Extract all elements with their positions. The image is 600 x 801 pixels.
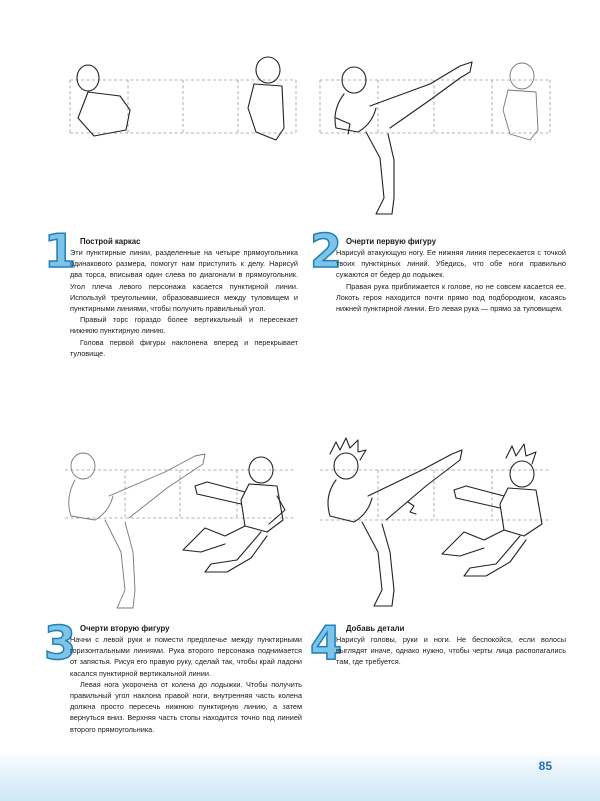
step3-title: Очерти вторую фигуру [80, 624, 170, 633]
step2-paragraph-2: Правая рука приближается к голове, но не совсем касается ее. Локоть героя находится почти прямо под подбородком, касаясь нижней пунктирной линии. Его левая рука — прямо за туловищем. [336, 281, 566, 314]
step1-illustration [58, 48, 304, 148]
step2-text [336, 236, 566, 314]
step4-number: 4 [310, 616, 343, 670]
step4-text [336, 623, 566, 668]
page-footer-band [0, 752, 600, 801]
step3-number: 3 [44, 616, 77, 670]
step2-number: 2 [310, 224, 343, 278]
step2-illustration [310, 48, 560, 223]
step1-text [70, 236, 298, 359]
step1-title: Построй каркас [80, 237, 141, 246]
step4-paragraph-1: Нарисуй головы, руки и ноги. Не беспокойся, если волосы выглядят иначе, однако нужно, чтобы черты лица располагались там, где требуется. [336, 635, 566, 667]
step1-number: 1 [44, 224, 77, 278]
step3-paragraph-1: Начни с левой руки и помести предплечье между пунктирными горизонтальными линиями. Рука второго персонажа поднимается от запястья. Рисуя его правую руку, сделай так, чтобы край ладони касался пунктирной вертикальной линии. [70, 635, 302, 678]
step3-paragraph-2: Левая нога укорочена от колена до лодыжки. Чтобы получить правильный угол наклона правой ноги, внутренняя часть колена должна просто пересечь нижнюю пунктирную линию, а затем вернуться вниз. Верхняя часть стопы находится точно под линией второго прямоугольника. [70, 679, 302, 734]
step2-paragraph-1: Нарисуй атакующую ногу. Ее нижняя линия пересекается с точкой твоих пунктирных линий. Убедись, что обе ноги правильно сужаются от бедер до лодыжек. [336, 248, 566, 280]
step3-illustration [55, 440, 305, 620]
step1-paragraph-3: Голова первой фигуры наклонена вперед и перекрывает туловище. [70, 337, 298, 358]
step4-title: Добавь детали [346, 624, 405, 633]
step3-text [70, 623, 302, 735]
step1-paragraph-2: Правый торс гораздо более вертикальный и пересекает нижнюю пунктирную линию. [70, 315, 298, 336]
step2-title: Очерти первую фигуру [346, 237, 437, 246]
step4-illustration [310, 430, 560, 620]
page-number: 85 [538, 759, 552, 773]
step1-paragraph-1: Эти пунктирные линии, разделенные на четыре прямоугольника одинакового размера, помогут нам приступить к делу. Нарисуй два торса, вписывая один слева по диагонали в прямоугольник. Угол плеча левого персонажа касается пунктирной линии. Используй треугольники, образовавшиеся между туловищем и пунктирными линиями, чтобы получить правильный угол. [70, 248, 298, 314]
